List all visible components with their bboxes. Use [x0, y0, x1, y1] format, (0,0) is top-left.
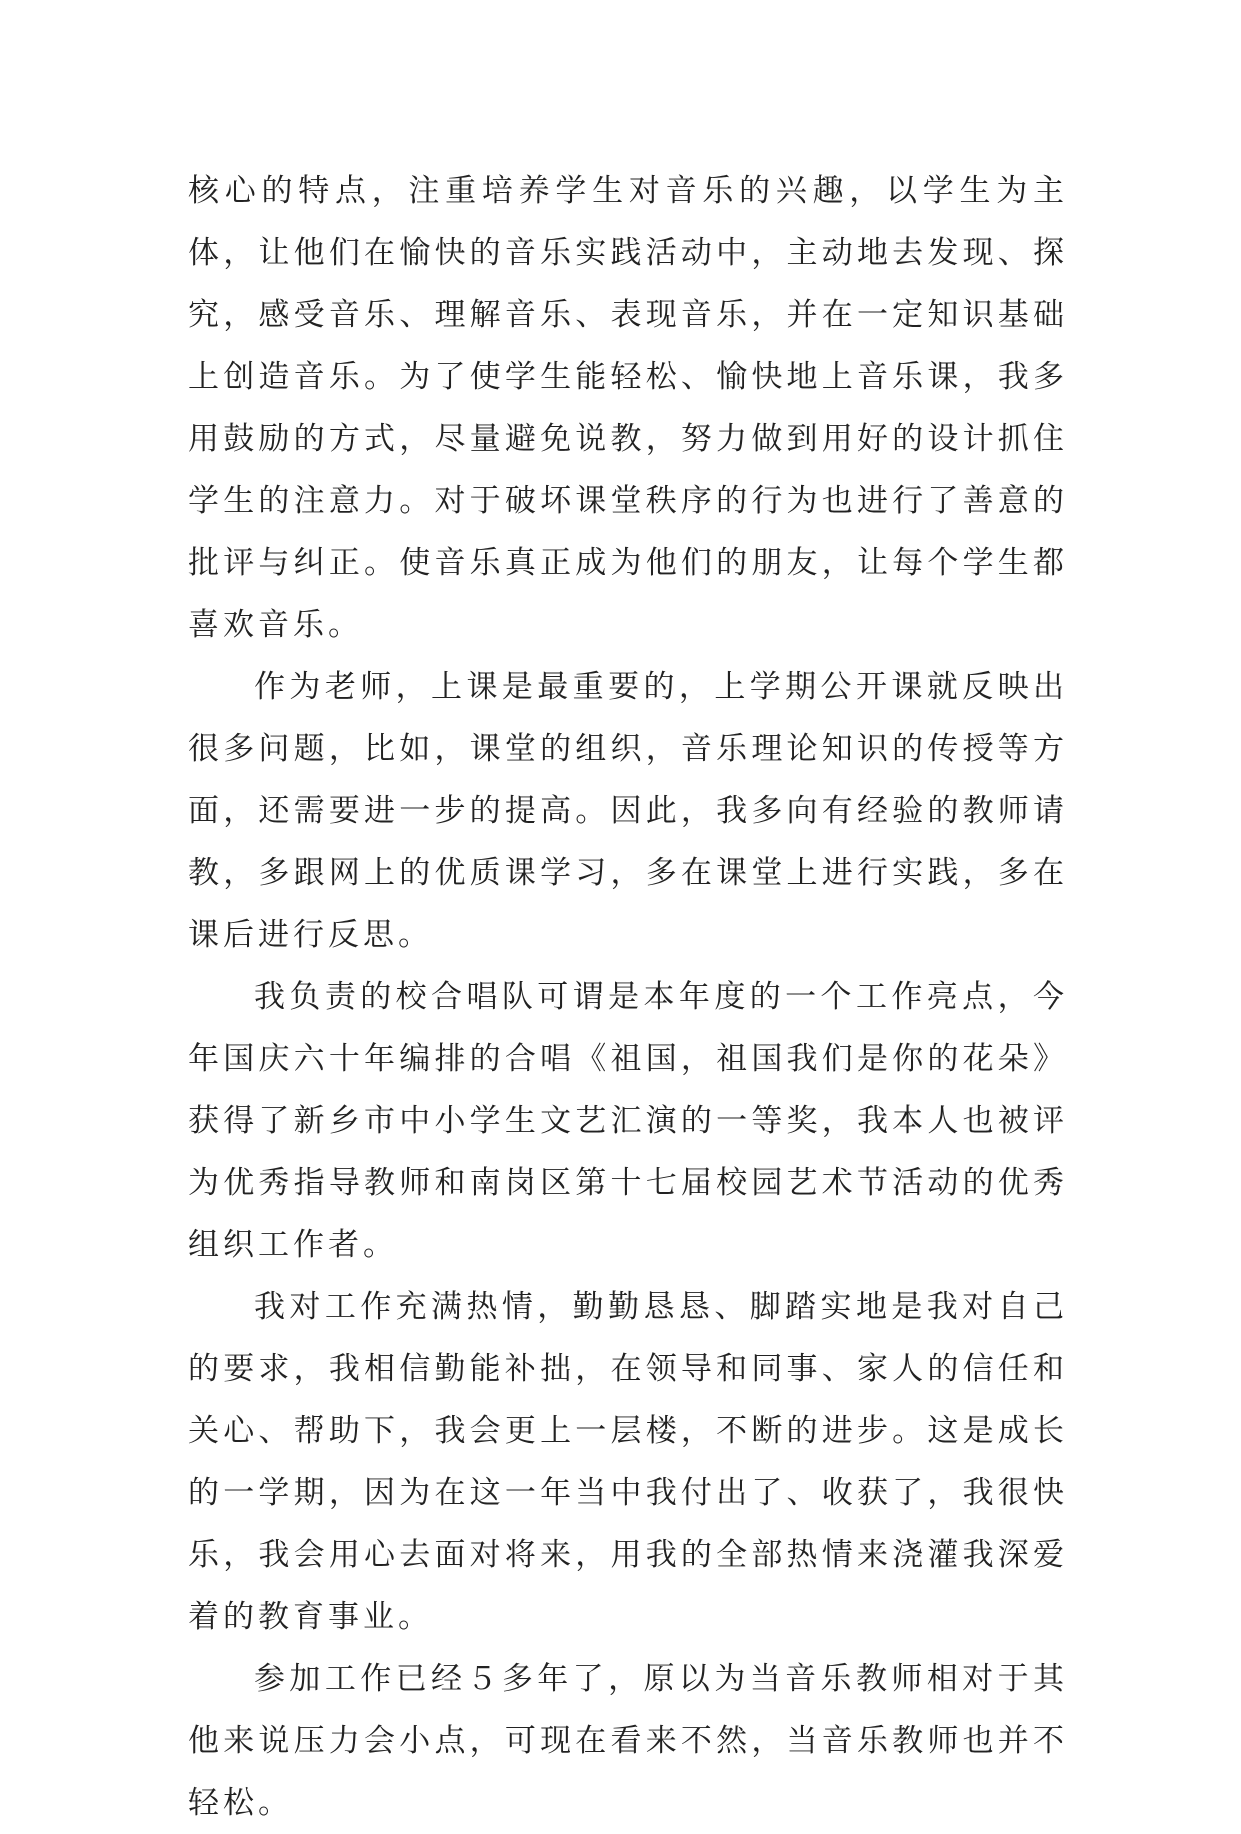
paragraph-5: 参加工作已经５多年了，原以为当音乐教师相对于其他来说压力会小点，可现在看来不然，当音乐教师也并不轻松。 — [188, 1661, 1068, 1821]
paragraph-4: 我对工作充满热情，勤勤恳恳、脚踏实地是我对自己的要求，我相信勤能补拙，在领导和同事、家人的信任和关心、帮助下，我会更上一层楼，不断的进步。这是成长的一学期，因为在这一年当中我付出了、收获了，我很快乐，我会用心去面对将来，用我的全部热情来浇灌我深爱着的教育事业。 — [188, 1289, 1068, 1635]
paragraph-1: 核心的特点，注重培养学生对音乐的兴趣，以学生为主体，让他们在愉快的音乐实践活动中，主动地去发现、探究，感受音乐、理解音乐、表现音乐，并在一定知识基础上创造音乐。为了使学生能轻松、愉快地上音乐课，我多用鼓励的方式，尽量避免说教，努力做到用好的设计抓住学生的注意力。对于破坏课堂秩序的行为也进行了善意的批评与纠正。使音乐真正成为他们的朋友，让每个学生都喜欢音乐。 — [188, 173, 1068, 643]
document-body — [188, 160, 1068, 1834]
paragraph-3: 我负责的校合唱队可谓是本年度的一个工作亮点，今年国庆六十年编排的合唱《祖国，祖国我们是你的花朵》获得了新乡市中小学生文艺汇演的一等奖，我本人也被评为优秀指导教师和南岗区第十七届校园艺术节活动的优秀组织工作者。 — [188, 979, 1068, 1263]
paragraph-2: 作为老师，上课是最重要的，上学期公开课就反映出很多问题，比如，课堂的组织，音乐理论知识的传授等方面，还需要进一步的提高。因此，我多向有经验的教师请教，多跟网上的优质课学习，多在课堂上进行实践，多在课后进行反思。 — [188, 669, 1068, 953]
